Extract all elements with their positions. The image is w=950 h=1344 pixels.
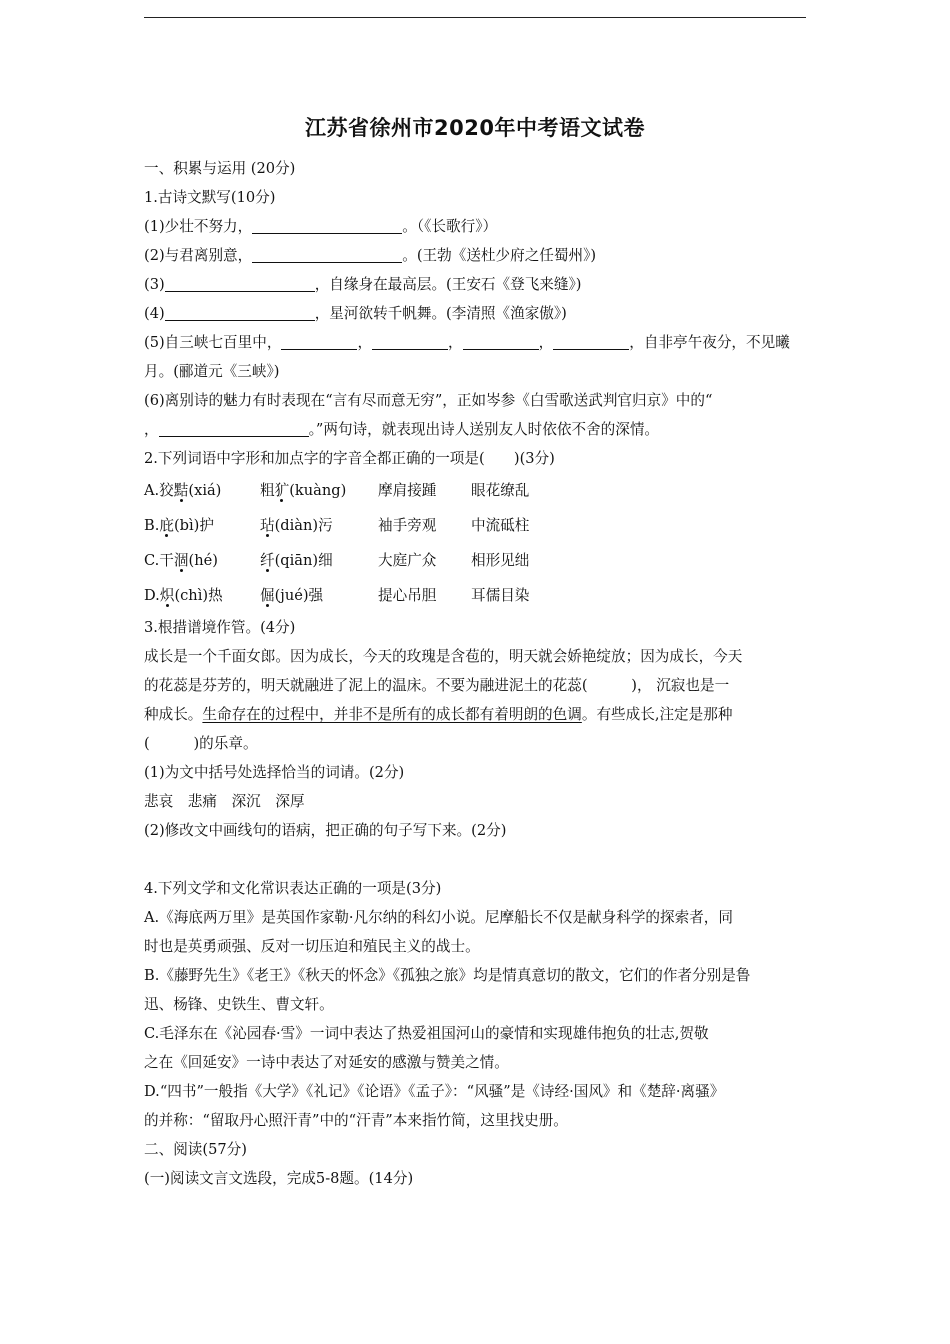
option-word-4: 耳儒目染 <box>471 587 530 604</box>
option-word-1: D.炽(chì)热 <box>144 587 223 604</box>
underlined-sentence: 生命存在的过程中，并非不是所有的成长都有着明朗的色调 <box>202 706 582 723</box>
sub-question: (1)为文中括号处选择恰当的词请。(2分) <box>144 764 405 781</box>
answer-blank[interactable] <box>252 246 402 263</box>
answer-blank[interactable] <box>463 333 539 350</box>
option-line: C.毛泽东在《沁园春·雪》一词中表达了热爱祖国河山的豪情和实现雄伟抱负的壮志,贺敬 <box>144 1025 709 1042</box>
option-word-2: 粗犷(kuàng) <box>260 482 347 499</box>
fill-line: (4) ，星河欲转千帆舞。(李清照《渔家傲》) <box>144 305 567 322</box>
option-word-1: A.狡黠(xiá) <box>144 482 222 499</box>
option-row <box>144 543 808 578</box>
fill-line: (6)离别诗的魅力有时表现在“言有尽而意无穷”，正如岑参《白雪歌送武判官归京》中的“ <box>144 392 713 409</box>
dotted-char: 涸 <box>173 552 189 569</box>
word-choices: 悲哀 悲痛 深沉 深厚 <box>144 793 305 810</box>
option-line: 迅、杨锋、史铁生、曹文轩。 <box>144 996 334 1013</box>
answer-blank[interactable] <box>159 420 309 437</box>
exam-body <box>144 154 808 1193</box>
option-line: 时也是英勇顽强、反对一切压迫和殖民主义的战士。 <box>144 938 480 955</box>
fill-line: (2)与君离别意， 。(王勃《送杜少府之任蜀州》) <box>144 247 597 264</box>
option-word-4: 眼花缭乱 <box>471 482 530 499</box>
option-word-1: C.干涸(hé) <box>144 552 218 569</box>
passage-line: 成长是一个千面女郎。因为成长，今天的玫瑰是含苞的，明天就会娇艳绽放；因为成长，今天 <box>144 648 743 665</box>
answer-blank[interactable] <box>553 333 629 350</box>
answer-blank[interactable] <box>165 275 315 292</box>
answer-blank[interactable] <box>252 217 402 234</box>
dotted-char: 炽 <box>159 587 175 604</box>
dotted-char: 玷 <box>260 517 275 534</box>
option-word-4: 相形见绌 <box>471 552 530 569</box>
option-word-3: 袖手旁观 <box>378 517 437 534</box>
section-heading: 一、积累与运用 (20分) <box>144 160 296 177</box>
passage-line: 的花蕊是芬芳的，明天就融进了泥上的温床。不要为融进泥土的花蕊( )， 沉寂也是一 <box>144 677 730 694</box>
option-row <box>144 473 808 508</box>
fill-line: (5)自三峡七百里中， ， ， ， ，自非亭午夜分，不见曦 <box>144 334 790 351</box>
dotted-char: 犷 <box>274 482 290 499</box>
fill-line: (3) ，自缘身在最高层。(王安石《登飞来缝》) <box>144 276 582 293</box>
dotted-char: 倔 <box>260 587 275 604</box>
header-rule <box>144 17 806 18</box>
dotted-char: 庇 <box>159 517 174 534</box>
option-row <box>144 508 808 543</box>
option-line: D.“四书”一般指《大学》《礼记》《论语》《孟子》：“风骚”是《诗经·国风》和《楚辞·离骚》 <box>144 1083 725 1100</box>
passage-line: ( )的乐章。 <box>144 735 258 752</box>
option-word-1: B.庇(bì)护 <box>144 517 214 534</box>
answer-blank[interactable] <box>281 333 357 350</box>
sub-question: (2)修改文中画线句的语病，把正确的句子写下来。(2分) <box>144 822 507 839</box>
option-word-4: 中流砥柱 <box>471 517 530 534</box>
option-line: A.《海底两万里》是英国作家勒·凡尔纳的科幻小说。尼摩船长不仅是献身科学的探索者，同 <box>144 909 733 926</box>
dotted-char: 纤 <box>260 552 275 569</box>
dotted-char: 黠 <box>173 482 189 499</box>
option-word-3: 摩肩接踵 <box>378 482 437 499</box>
option-line: 之在《回延安》一诗中表达了对延安的感激与赞美之情。 <box>144 1054 509 1071</box>
fill-line: ， 。”两句诗，就表现出诗人送别友人时依依不舍的深情。 <box>144 421 660 438</box>
question-heading: 3.根措谱境作管。(4分) <box>144 619 296 636</box>
question-heading: 2.下列词语中字形和加点字的字音全都正确的一项是( )(3分) <box>144 450 555 467</box>
question-heading: 1.古诗文默写(10分) <box>144 189 276 206</box>
part-heading: (一)阅读文言文选段，完成5-8题。(14分) <box>144 1170 414 1187</box>
option-row <box>144 578 808 613</box>
fill-line: (1)少壮不努力， 。（《长歌行》） <box>144 218 498 235</box>
fill-line: 月。(郦道元《三峡》) <box>144 363 280 380</box>
option-word-2: 玷(diàn)污 <box>260 517 333 534</box>
passage-line: 种成长。生命存在的过程中，并非不是所有的成长都有着明朗的色调。有些成长,注定是那种 <box>144 706 733 723</box>
page-title: 江苏省徐州市2020年中考语文试卷 <box>305 116 645 140</box>
answer-blank[interactable] <box>372 333 448 350</box>
option-word-2: 倔(jué)强 <box>260 587 324 604</box>
option-word-3: 提心吊胆 <box>378 587 437 604</box>
option-line: B.《藤野先生》《老王》《秋天的怀念》《孤独之旅》均是情真意切的散文，它们的作者分别是鲁 <box>144 967 751 984</box>
option-word-2: 纤(qiān)细 <box>260 552 333 569</box>
option-line: 的并称：“留取丹心照汗青”中的“汗青”本来指竹简，这里找史册。 <box>144 1112 568 1129</box>
option-list <box>144 473 808 613</box>
option-word-3: 大庭广众 <box>378 552 437 569</box>
question-heading: 4.下列文学和文化常识表达正确的一项是(3分) <box>144 880 442 897</box>
answer-blank[interactable] <box>165 304 315 321</box>
section-heading: 二、阅读(57分) <box>144 1141 247 1158</box>
